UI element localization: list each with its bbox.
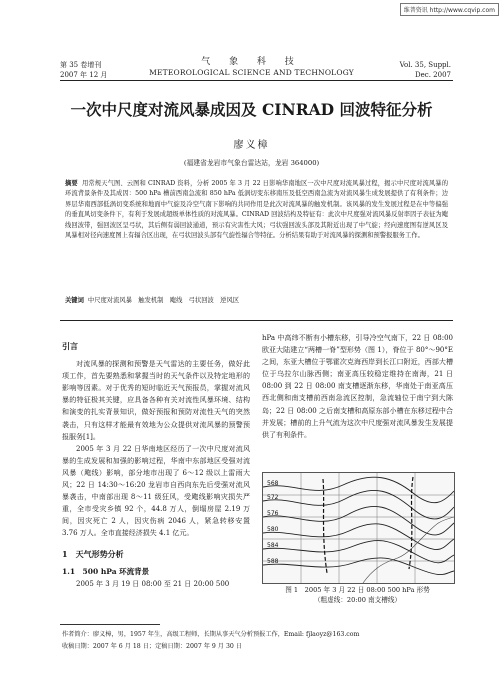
footnote-rule bbox=[60, 624, 160, 625]
figure-1-caption bbox=[262, 585, 453, 605]
section-1-heading: 1 天气形势分析 bbox=[62, 548, 124, 559]
header-right bbox=[400, 60, 451, 80]
section-1-1-heading: 1.1 500 hPa 环流背景 bbox=[62, 566, 150, 576]
intro-paragraph-2: 2005 年 3 月 22 日华南地区经历了一次中尺度对流风暴的生成发展和加强的影响过程，华南中东部地区受强对流风暴（飑线）影响，部分地市出现了 6～12 级以上雷雨大风；22 日 14:30～16:20 龙岩市自西向东先后受强对流风暴袭击，中南部出现 8～11 级狂风，受飑线影响灾损失严重，全市受灾乡镇 92 个，44.8 万人，倒塌房屋 2.19 万间，因灾死亡 2 人，因灾伤病 2046 人，紧急转移安置 3.76 万人。全市直接经济损失 4.1 亿元。 bbox=[62, 444, 250, 538]
contour-label: 588 bbox=[267, 558, 279, 565]
contour-label: 584 bbox=[267, 542, 279, 549]
intro-heading: 引言 bbox=[62, 341, 78, 351]
date-label: 2007 年 12 月 bbox=[60, 71, 108, 79]
contour-label: 572 bbox=[267, 494, 279, 501]
left-column bbox=[62, 340, 250, 590]
right-paragraph-1: hPa 中高纬不断有小槽东移，引导冷空气南下，22 日 08:00 欧亚大陆建立“两槽一脊”型形势（图 1），脊位于 80°～90°E 之间，东亚大槽位于鄂霍次克海西岸到长江口附近，西部大槽位于乌拉尔山脉西侧；南亚高压较稳定维持在南海，21 日 08:00 到 22 日 08:00 南支槽逐渐东移，华南处于南亚高压西北侧和南支槽前西南急流区控制，急流轴位于南宁到大陈岛；22 日 08:00 之后南支槽和高原东部小槽在东移过程中合并发展；槽前的上升气流为这次中尺度强对流风暴发生发展提供了有利条件。 bbox=[262, 334, 453, 439]
intro-paragraph-1: 对流风暴的探测和预警是天气雷达的主要任务，做好此项工作，首先要熟悉和掌握当时的天气条件以及特定地形的影响等因素。对于优秀的短时临近天气预报员，掌握对流风暴的特征极其关键，应具备各种有关对流性风暴环境、结构和演变的扎实背景知识，做好预报和预防对流性天气的突然袭击，只有这样才能最有效地为公众提供对流风暴的预警预报服务[1]。 bbox=[62, 360, 250, 441]
contour-label: 568 bbox=[267, 480, 279, 487]
paper-title: 一次中尺度对流风暴成因及 CINRAD 回波特征分析 bbox=[70, 100, 433, 119]
date-label-en: Dec. 2007 bbox=[415, 71, 451, 79]
author-name: 廖义樟 bbox=[233, 140, 270, 151]
contour-label: 576 bbox=[267, 510, 279, 517]
watermark: 维普资讯 http://www.cqvip.com bbox=[400, 3, 499, 16]
abstract-rule bbox=[60, 320, 453, 321]
affiliation: (福建省龙岩市气象台雷达站，龙岩 364000) bbox=[183, 159, 320, 167]
keywords-text: 中尺度对流风暴 触发机制 飑线 弓状回波 逆风区 bbox=[87, 297, 240, 304]
keywords-label: 关键词 bbox=[65, 297, 84, 304]
journal-name-en: METEOROLOGICAL SCIENCE AND TECHNOLOGY bbox=[149, 68, 354, 77]
abstract-text: 用常规天气图、云图和 CINRAD 资料，分析 2005 年 3 月 22 日影响华南地区一次中尺度对流风暴过程，揭示中尺度对流风暴的环流背景条件及其成因：500 hPa 槽前西南急流和 850 hPa 低涡切变东移南压及低空西南急流为对流风暴生成发展提供了有利条件；边界层华南西部低涡切变系统和地面中气旋及冷空气南下影响的共同作用是此次对流风暴的触发机制。该风暴的发生发展过程是在中等偏强的垂直风切变条件下，有利于发展成超级单体性质的对流风暴。CINRAD 回波结构及特征有：此次中尺度强对流风暴反射率因子表征为飑线回波带，强回波区呈弓状，其后侧有弱回波通道，预示有灾害性大风；弓状强回波头部及其附近出现了中气旋；经向速度图有逆风区及风暴相对径向速度图上有辐合区出现，在弓状回波头部有气旋性辐合等特征。分析结果有助于对流风暴的探测和预警报服务工作。 bbox=[65, 180, 448, 240]
figure-1-caption-title: 图 1 2005 年 3 月 22 日 08:00 500 hPa 形势 bbox=[285, 586, 430, 594]
author-note: 作者简介：廖义樟，男，1957 年生，高级工程师，长期从事天气分析预报工作，Email: fjlaoyz@163.com bbox=[62, 631, 360, 638]
received-date-note: 收稿日期：2007 年 6 月 18 日；定稿日期：2007 年 9 月 30 日 bbox=[62, 643, 242, 650]
right-column bbox=[262, 332, 453, 441]
header-rule bbox=[60, 80, 453, 81]
volume-label: 第 35 卷增刊 bbox=[60, 61, 102, 69]
contour-map-graphic bbox=[263, 473, 454, 583]
abstract-label: 摘要 bbox=[65, 180, 78, 187]
volume-label-en: Vol. 35, Suppl. bbox=[399, 61, 451, 69]
contour-label: 580 bbox=[267, 526, 279, 533]
abstract bbox=[65, 179, 448, 241]
journal-name-cn: 气 象 科 技 bbox=[201, 57, 302, 67]
figure-1-caption-note: （粗虚线：20:00 南支槽线） bbox=[313, 596, 402, 604]
keywords bbox=[65, 296, 448, 306]
section-1-1-paragraph: 2005 年 3 月 19 日 08:00 至 21 日 20:00 500 bbox=[76, 579, 230, 588]
figure-1-map bbox=[262, 472, 455, 584]
